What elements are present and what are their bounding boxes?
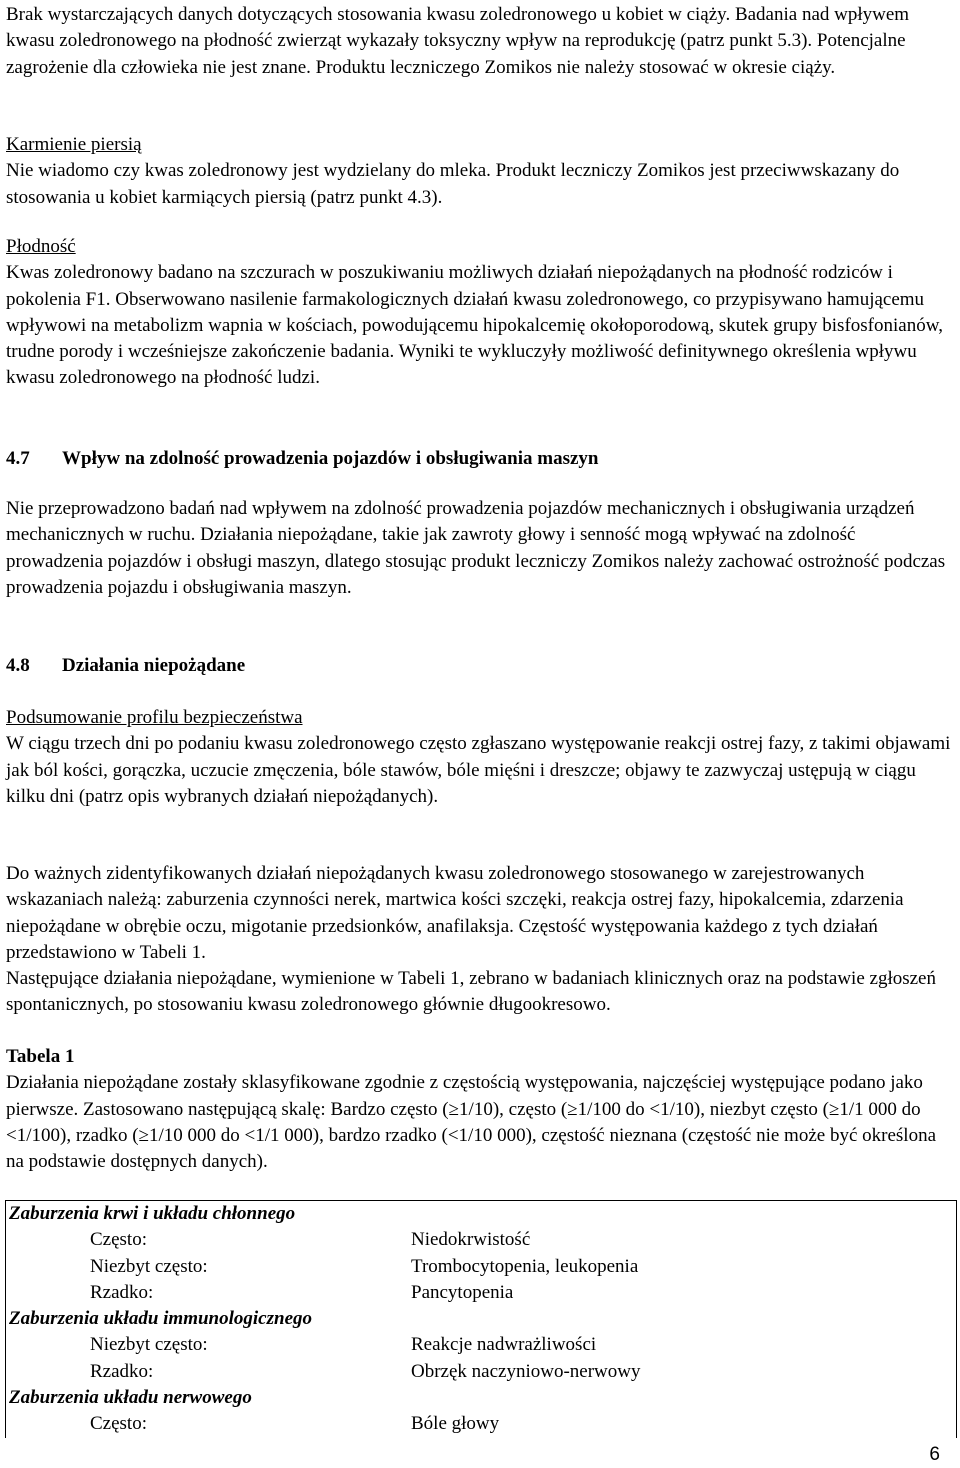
table-section-row: [6, 1306, 957, 1332]
adverse-effect-cell: Obrzęk naczyniowo-nerwowy: [411, 1360, 641, 1382]
breastfeeding-paragraph: Nie wiadomo czy kwas zoledronowy jest wydzielany do mleka. Produkt leczniczy Zomikos jest przeciwwskazany do stosowania u kobiet karmiących piersią (patrz punkt 4.3).: [6, 160, 900, 208]
table-1-intro: [6, 1044, 956, 1175]
table-row: [6, 1254, 957, 1280]
table-section-label: Zaburzenia układu nerwowego: [9, 1387, 252, 1409]
important-effects-section: [6, 861, 956, 1019]
frequency-cell: Rzadko:: [90, 1281, 154, 1303]
table-section-row: [6, 1385, 957, 1411]
adverse-effect-cell: Trombocytopenia, leukopenia: [411, 1255, 639, 1277]
table-row: [6, 1332, 957, 1358]
frequency-cell: Rzadko:: [90, 1360, 154, 1382]
safety-summary-section: [6, 705, 956, 810]
collected-effects-paragraph: Następujące działania niepożądane, wymienione w Tabeli 1, zebrano w badaniach klinicznych oraz na podstawie zgłoszeń spontanicznych, po stosowaniu kwasu zoledronowego głównie długookresowo.: [6, 968, 936, 1016]
fertility-paragraph: Kwas zoledronowy badano na szczurach w poszukiwaniu możliwych działań niepożądanych na płodność rodziców i pokolenia F1. Obserwowano nasilenie farmakologicznych działań kwasu zoledronowego, co przypisywano hamującemu wpływowi na metabolizm wapnia w kościach, powodującemu hipokalcemię okołoporodową, skutek grupy bisfosfonianów, trudne porody i wcześniejsze zakończenie badania. Wyniki te wykluczyły możliwość definitywnego określenia wpływu kwasu zoledronowego na płodność ludzi.: [6, 262, 943, 389]
fertility-section: [6, 234, 956, 392]
safety-summary-paragraph: W ciągu trzech dni po podaniu kwasu zoledronowego często zgłaszano występowanie reakcji ostrej fazy, z takimi objawami jak ból kości, gorączka, uczucie zmęczenia, bóle stawów, bóle mięśni i dreszcze; objawy te zazwyczaj ustępują w ciągu kilku dni (patrz opis wybranych działań niepożądanych).: [6, 733, 951, 807]
breastfeeding-section: [6, 132, 956, 211]
adverse-effect-cell: Reakcje nadwrażliwości: [411, 1334, 597, 1356]
pregnancy-paragraph: Brak wystarczających danych dotyczących stosowania kwasu zoledronowego u kobiet w ciąży. Badania nad wpływem kwasu zoledronowego na płodność zwierząt wykazały toksyczny wpływ na reprodukcję (patrz punkt 5.3). Potencjalne zagrożenie dla człowieka nie jest znane. Produktu leczniczego Zomikos nie należy stosować w okresie ciąży.: [6, 4, 910, 78]
adverse-effect-cell: Pancytopenia: [411, 1281, 514, 1303]
section-4-8-number: 4.8: [6, 655, 30, 676]
table-1-caption: Tabela 1: [6, 1046, 75, 1067]
adverse-effect-cell: Bóle głowy: [411, 1413, 500, 1435]
important-effects-paragraph: Do ważnych zidentyfikowanych działań niepożądanych kwasu zoledronowego stosowanego w zarejestrowanych wskazaniach należą: zaburzenia czynności nerek, martwica kości szczęki, reakcja ostrej fazy, hipokalcemia, zdarzenia niepożądane w obrębie oczu, migotanie przedsionków, anafilaksja. Częstość występowania każdego z tych działań przedstawiono w Tabeli 1.: [6, 863, 904, 963]
frequency-cell: Niezbyt często:: [90, 1334, 208, 1356]
table-section-label: Zaburzenia układu immunologicznego: [9, 1308, 313, 1330]
section-4-8-title: Działania niepożądane: [62, 655, 246, 676]
table-1-description: Działania niepożądane zostały sklasyfikowane zgodnie z częstością występowania, najczęściej występujące podano jako pierwsze. Zastosowano następującą skalę: Bardzo często (≥1/10), często (≥1/100 do <1/10), niezbyt często (≥1/1 000 do <1/100), rzadko (≥1/10 000 do <1/1 000), bardzo rzadko (<1/10 000), częstość nieznana (częstość nie może być określona na podstawie dostępnych danych).: [6, 1072, 936, 1173]
table-row: [6, 1227, 957, 1253]
table-row: [6, 1359, 957, 1385]
adverse-reactions-table: [5, 1200, 957, 1438]
section-4-8-heading: [6, 653, 956, 679]
frequency-cell: Często:: [90, 1229, 147, 1251]
table-section-label: Zaburzenia krwi i układu chłonnego: [9, 1203, 296, 1224]
page-number: 6: [929, 1444, 940, 1465]
table-section-row: [6, 1201, 957, 1228]
section-4-7-paragraph: Nie przeprowadzono badań nad wpływem na zdolność prowadzenia pojazdów mechanicznych i obsługiwania urządzeń mechanicznych w ruchu. Działania niepożądane, takie jak zawroty głowy i senność mogą wpływać na zdolność prowadzenia pojazdów i obsługi maszyn, dlatego stosując produkt leczniczy Zomikos należy zachować ostrożność podczas prowadzenia pojazdu i obsługiwania maszyn.: [6, 498, 946, 598]
table-row: [6, 1411, 957, 1437]
safety-summary-heading: Podsumowanie profilu bezpieczeństwa: [6, 707, 303, 728]
adverse-effect-cell: Niedokrwistość: [411, 1229, 531, 1251]
table-row: [6, 1280, 957, 1306]
section-4-7-title: Wpływ na zdolność prowadzenia pojazdów i obsługiwania maszyn: [62, 448, 599, 469]
frequency-cell: Niezbyt często:: [90, 1255, 208, 1277]
table-body: [6, 1201, 957, 1438]
frequency-cell: Często:: [90, 1413, 147, 1435]
section-4-7-heading: [6, 446, 956, 472]
fertility-heading: Płodność: [6, 236, 76, 257]
breastfeeding-heading: Karmienie piersią: [6, 134, 142, 155]
section-4-7-number: 4.7: [6, 448, 30, 469]
